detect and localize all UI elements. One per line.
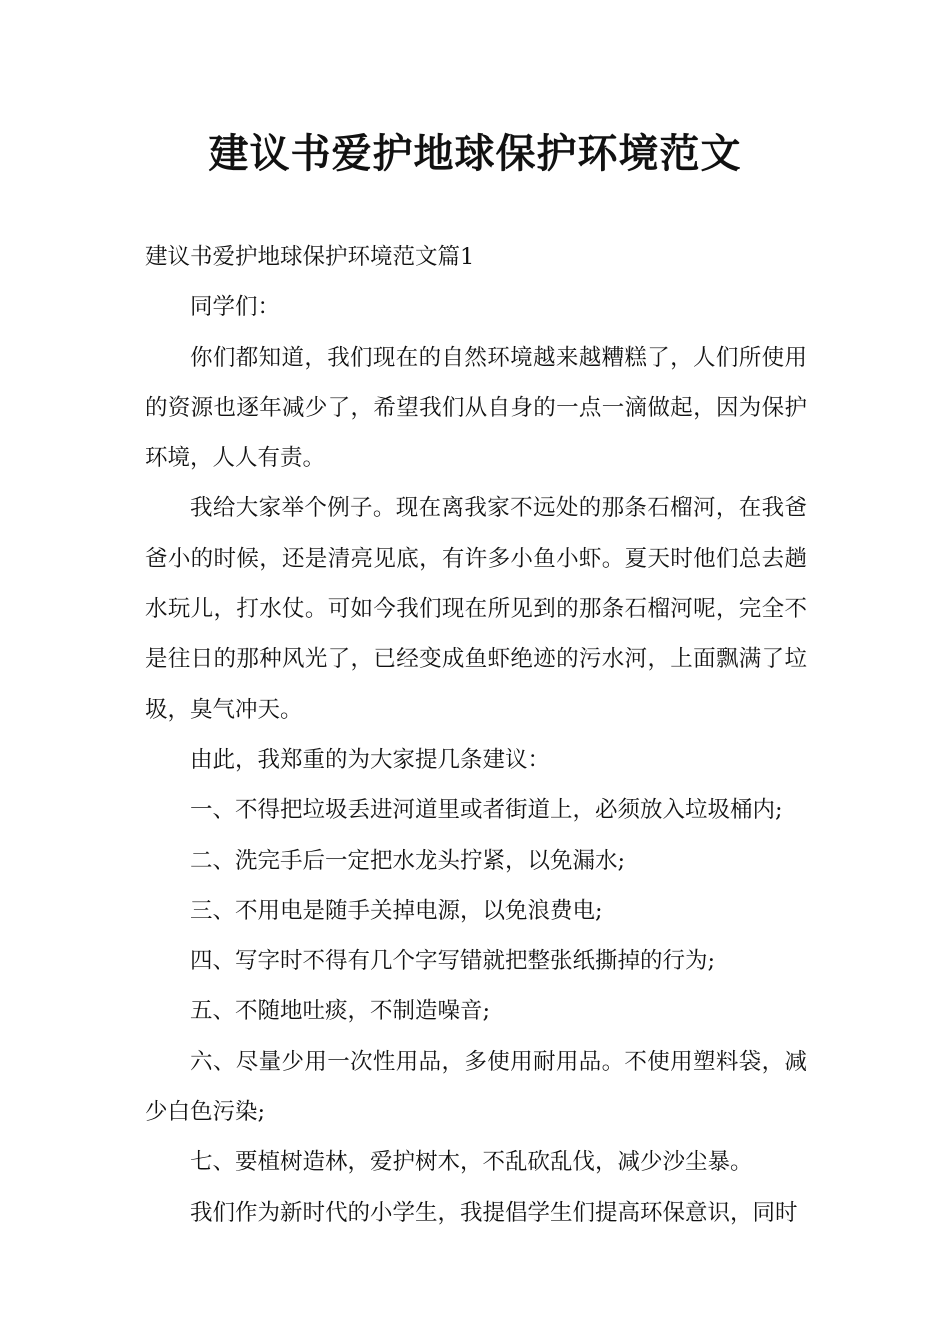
document-title: 建议书爱护地球保护环境范文 <box>208 130 742 177</box>
salutation: 同学们： <box>190 294 281 321</box>
paragraph-intro: 你们都知道，我们现在的自然环境越来越糟糕了，人们所使用的资源也逐年减少了，希望我们从自身的一点一滴做起，因为保护环境，人人有责。 <box>145 344 807 472</box>
proposal-item-5: 五、不随地吐痰，不制造噪音; <box>190 998 491 1025</box>
proposal-item-6: 六、尽量少用一次性用品，多使用耐用品。不使用塑料袋，减少白色污染; <box>145 1048 807 1126</box>
paragraph-example: 我给大家举个例子。现在离我家不远处的那条石榴河，在我爸爸小的时候，还是清亮见底，有许多小鱼小虾。夏天时他们总去趟水玩儿，打水仗。可如今我们现在所见到的那条石榴河呢，完全不是往日的那种风光了，已经变成鱼虾绝迹的污水河，上面飘满了垃圾，臭气冲天。 <box>145 495 807 723</box>
document-body <box>145 232 807 1238</box>
proposal-item-4: 四、写字时不得有几个字写错就把整张纸撕掉的行为; <box>190 948 716 975</box>
proposal-item-1: 一、不得把垃圾丢进河道里或者街道上，必须放入垃圾桶内; <box>190 797 783 824</box>
paragraph-closing: 我们作为新时代的小学生，我提倡学生们提高环保意识，同时 <box>190 1199 798 1226</box>
proposal-item-7: 七、要植树造林，爱护树木，不乱砍乱伐，减少沙尘暴。 <box>190 1149 753 1176</box>
proposal-item-2: 二、洗完手后一定把水龙头拧紧，以免漏水; <box>190 847 626 874</box>
section-heading: 建议书爱护地球保护环境范文篇1 <box>145 244 475 270</box>
proposal-item-3: 三、不用电是随手关掉电源，以免浪费电; <box>190 897 603 924</box>
paragraph-proposal-lead: 由此，我郑重的为大家提几条建议： <box>190 746 551 773</box>
